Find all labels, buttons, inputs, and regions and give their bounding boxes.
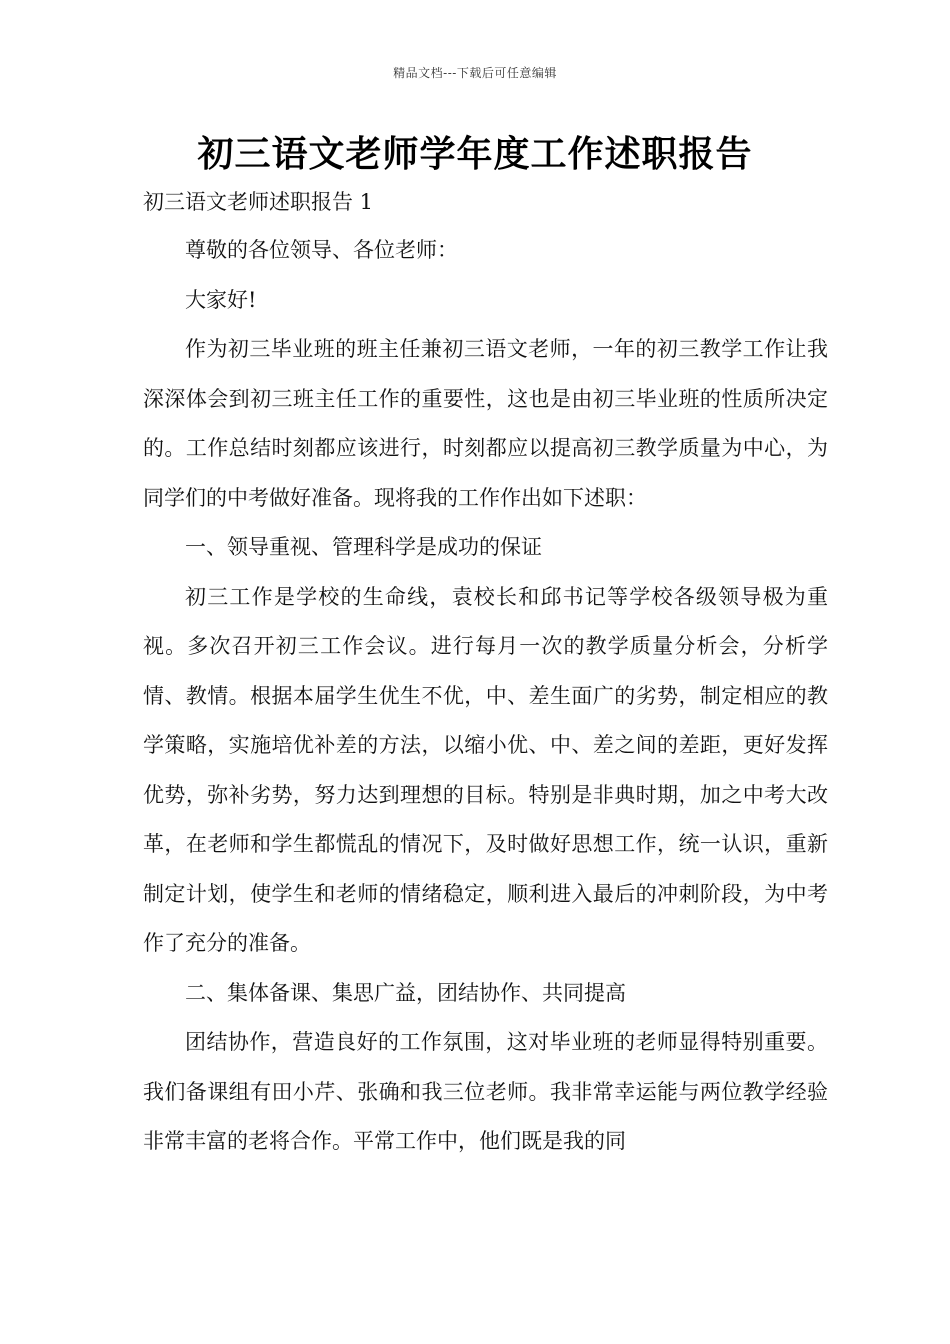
- section-1-paragraph: 初三工作是学校的生命线，袁校长和邱书记等学校各级领导极为重视。多次召开初三工作会议。进行每月一次的教学质量分析会，分析学情、教情。根据本届学生优生不优，中、差生面广的劣势，制定相应的教学策略，实施培优补差的方法，以缩小优、中、差之间的差距，更好发挥优势，弥补劣势，努力达到理想的目标。特别是非典时期，加之中考大改革，在老师和学生都慌乱的情况下，及时做好思想工作，统一认识，重新制定计划，使学生和老师的情绪稳定，顺利进入最后的冲刺阶段，为中考作了充分的准备。: [143, 584, 828, 955]
- intro-paragraph: 作为初三毕业班的班主任兼初三语文老师，一年的初三教学工作让我深深体会到初三班主任工作的重要性，这也是由初三毕业班的性质所决定的。工作总结时刻都应该进行，时刻都应以提高初三教学质量为中心，为同学们的中考做好准备。现将我的工作作出如下述职：: [143, 337, 828, 510]
- body-text: [143, 226, 828, 1167]
- section-subtitle: 初三语文老师述职报告 1: [143, 190, 374, 214]
- salutation-paragraph: 尊敬的各位领导、各位老师：: [185, 238, 458, 262]
- section-2-paragraph: 团结协作，营造良好的工作氛围，这对毕业班的老师显得特别重要。我们备课组有田小芹、张确和我三位老师。我非常幸运能与两位教学经验非常丰富的老将合作。平常工作中，他们既是我的同: [143, 1030, 828, 1153]
- section-heading-2: 二、集体备课、集思广益，团结协作、共同提高: [185, 980, 626, 1005]
- section-heading-1: 一、领导重视、管理科学是成功的保证: [185, 535, 542, 559]
- greeting-paragraph: 大家好!: [185, 287, 257, 312]
- document-title: 初三语文老师学年度工作述职报告: [197, 134, 753, 175]
- header-note: 精品文档---下载后可任意编辑: [393, 66, 557, 80]
